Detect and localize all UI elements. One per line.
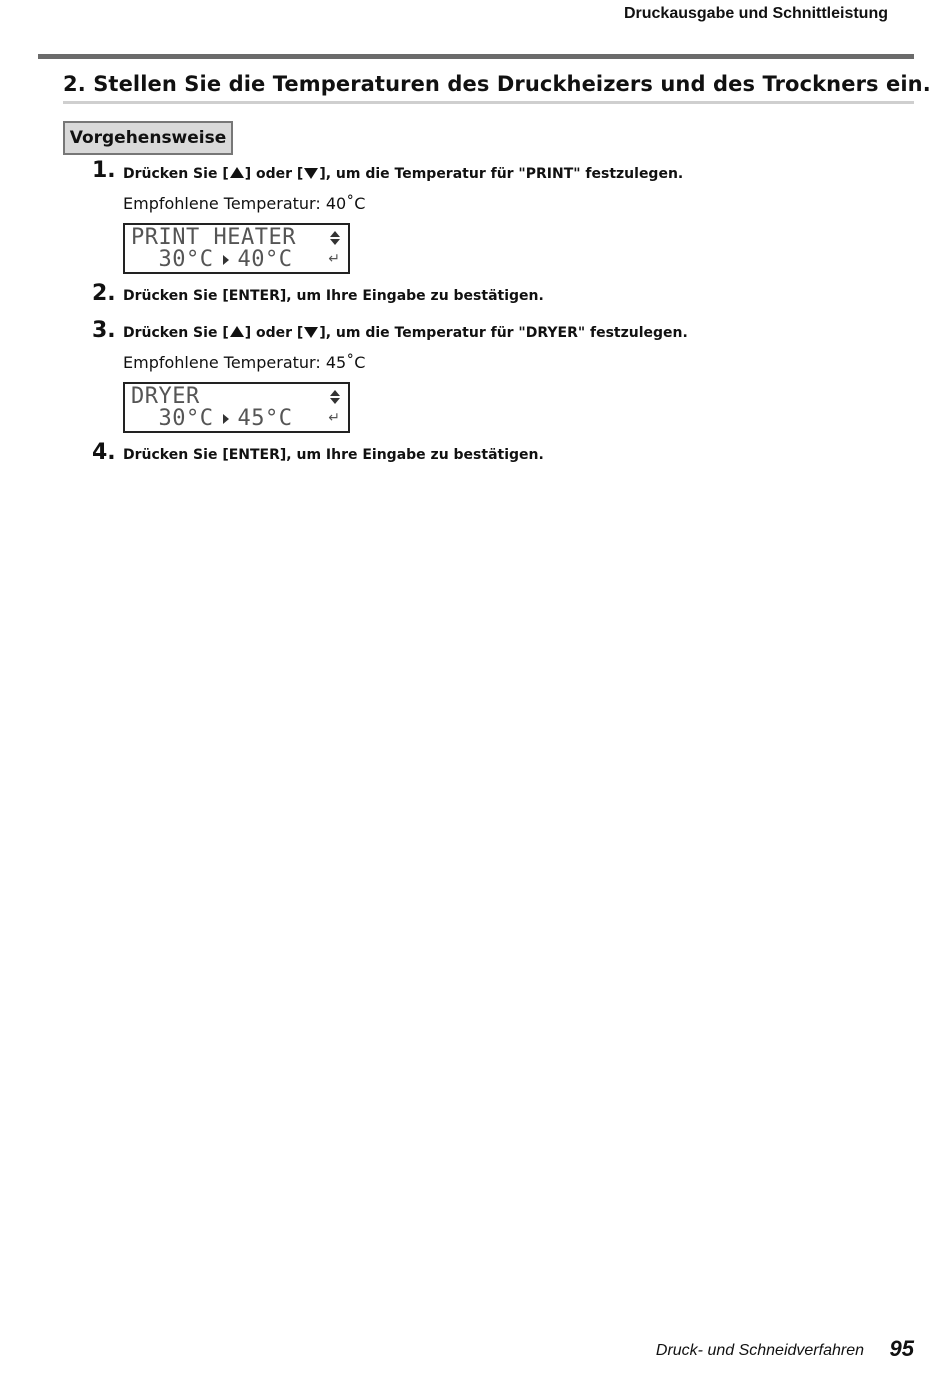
step-1-text: Drücken Sie [ ] oder [ ], um die Temperatur für "PRINT" festzulegen. <box>123 166 684 182</box>
lcd-line2: 30°C 45°C <box>158 406 293 431</box>
step-1-number: 1. <box>92 158 116 183</box>
lcd-print-heater <box>123 223 350 274</box>
section-title: 2. Stellen Sie die Temperaturen des Druckheizers und des Trockners ein. <box>63 72 931 96</box>
running-footer: Druck- und Schneidverfahren <box>655 1342 864 1359</box>
right-arrow-icon <box>223 414 229 424</box>
step-2-number: 2. <box>92 281 116 306</box>
step-4-number: 4. <box>92 440 116 465</box>
right-arrow-icon <box>223 255 229 265</box>
section-rule <box>63 101 914 104</box>
enter-icon: ↵ <box>328 410 340 426</box>
step-3-text: Drücken Sie [ ] oder [ ], um die Temperatur für "DRYER" festzulegen. <box>123 325 688 341</box>
step-3-number: 3. <box>92 318 116 343</box>
step-4-text: Drücken Sie [ENTER], um Ihre Eingabe zu bestätigen. <box>123 447 544 463</box>
up-arrow-icon <box>230 167 244 178</box>
down-arrow-icon <box>304 327 318 338</box>
page-number: 95 <box>889 1336 914 1361</box>
lcd-line2: 30°C 40°C <box>158 247 293 272</box>
step-1-recommended: Empfohlene Temperatur: 40˚C <box>123 194 366 213</box>
procedure-label: Vorgehensweise <box>69 128 227 148</box>
up-down-icon <box>330 390 340 404</box>
up-down-icon <box>330 231 340 245</box>
down-arrow-icon <box>304 168 318 179</box>
step-2-text: Drücken Sie [ENTER], um Ihre Eingabe zu bestätigen. <box>123 288 544 304</box>
running-header: Druckausgabe und Schnittleistung <box>623 5 888 22</box>
lcd-line1: DRYER <box>131 384 200 409</box>
step-3-recommended: Empfohlene Temperatur: 45˚C <box>123 353 366 372</box>
lcd-dryer <box>123 382 350 433</box>
up-arrow-icon <box>230 326 244 337</box>
procedure-label-box <box>63 121 233 155</box>
lcd-line1: PRINT HEATER <box>131 225 296 250</box>
enter-icon: ↵ <box>328 251 340 267</box>
header-rule <box>38 54 914 59</box>
